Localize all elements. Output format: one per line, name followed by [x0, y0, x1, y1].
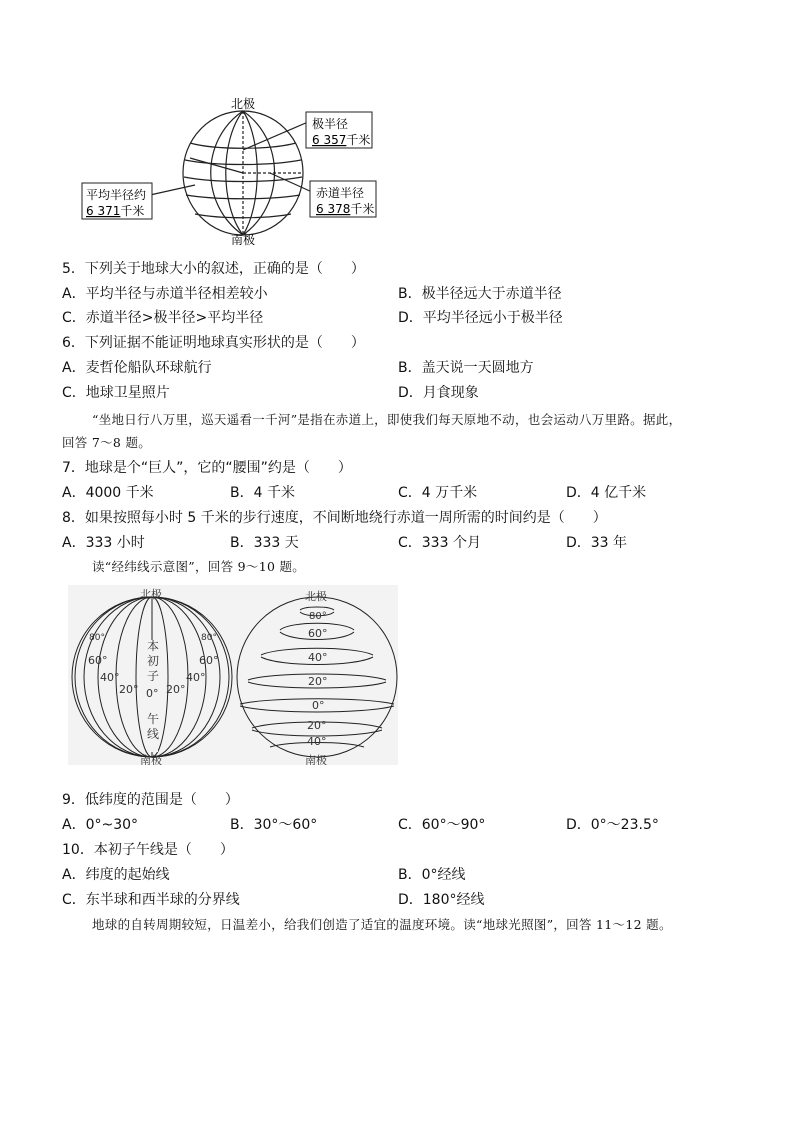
left-lon-label-20e: 20° — [166, 683, 186, 696]
q6-option-b[interactable]: B．盖天说一天圆地方 — [398, 360, 534, 376]
north-pole-label: 北极 — [231, 97, 256, 111]
left-lon-label-0: 0° — [146, 687, 159, 700]
q8-option-d[interactable]: D．33 年 — [566, 535, 628, 551]
q6-option-c[interactable]: C．地球卫星照片 — [62, 385, 170, 401]
passage-3: 地球的自转周期较短，日温差小，给我们创造了适宜的温度环境。读“地球光照图”，回答 11～12 题。 — [92, 917, 672, 932]
mean-radius-value: 6 371 — [86, 204, 121, 218]
right-lat-label-40s: 40° — [307, 735, 327, 748]
left-lon-label-20w: 20° — [119, 683, 139, 696]
q7-option-c[interactable]: C．4 万千米 — [398, 485, 478, 501]
earth-size-figure — [80, 95, 380, 247]
right-lat-label-20s: 20° — [307, 719, 327, 732]
polar-radius-value: 6 357 — [312, 133, 347, 147]
q7-option-d[interactable]: D．4 亿千米 — [566, 485, 647, 501]
svg-text:6 357千米 — [312, 132, 370, 147]
meridian-char-2: 初 — [147, 654, 160, 668]
passage-2: 读“经纬线示意图”，回答 9～10 题。 — [92, 559, 306, 574]
q9-stem: 9．低纬度的范围是（ ） — [62, 792, 239, 808]
right-south-pole-label: 南极 — [305, 754, 327, 765]
q7-option-a[interactable]: A．4000 千米 — [62, 485, 154, 501]
left-lon-label-80w: 80° — [89, 633, 105, 643]
equatorial-radius-label: 赤道半径 — [316, 186, 365, 200]
q9-option-c[interactable]: C．60°～90° — [398, 817, 486, 833]
polar-radius-label: 极半径 — [312, 117, 349, 131]
q5-stem: 5．下列关于地球大小的叙述，正确的是（ ） — [62, 261, 365, 277]
left-lon-label-80e: 80° — [201, 633, 217, 643]
left-lon-label-60w: 60° — [88, 654, 108, 667]
q8-option-c[interactable]: C．333 个月 — [398, 535, 481, 551]
q7-stem: 7．地球是个“巨人”，它的“腰围”约是（ ） — [62, 460, 352, 476]
left-north-pole-label: 北极 — [140, 588, 162, 601]
meridian-char-5: 线 — [147, 727, 160, 741]
right-lat-label-20n: 20° — [308, 675, 328, 688]
q9-option-b[interactable]: B．30°～60° — [230, 817, 318, 833]
q10-option-c[interactable]: C．东半球和西半球的分界线 — [62, 892, 240, 908]
q6-option-a[interactable]: A．麦哲伦船队环球航行 — [62, 360, 212, 376]
mean-radius-unit: 千米 — [120, 204, 145, 218]
q5-option-b[interactable]: B．极半径远大于赤道半径 — [398, 286, 562, 302]
q9-option-a[interactable]: A．0°~30° — [62, 817, 139, 833]
left-lon-label-60e: 60° — [199, 654, 219, 667]
right-lat-label-40n: 40° — [308, 651, 328, 664]
q9-option-d[interactable]: D．0°～23.5° — [566, 817, 659, 833]
q5-option-d[interactable]: D．平均半径远小于极半径 — [398, 310, 563, 326]
right-lat-label-0: 0° — [312, 699, 325, 712]
q8-option-b[interactable]: B．333 天 — [230, 535, 299, 551]
q8-option-a[interactable]: A．333 小时 — [62, 535, 145, 551]
passage-1-line-1: “坐地日行八万里，巡天遥看一千河”是指在赤道上，即使我们每天原地不动，也会运动八万里路。据此， — [92, 412, 682, 427]
meridian-char-3: 子 — [147, 669, 160, 683]
meridian-char-4: 午 — [147, 712, 160, 726]
q6-stem: 6．下列证据不能证明地球真实形状的是（ ） — [62, 335, 365, 351]
q10-stem: 10．本初子午线是（ ） — [62, 842, 234, 858]
polar-radius-unit: 千米 — [346, 133, 371, 147]
right-lat-label-60n: 60° — [308, 627, 328, 640]
q10-option-d[interactable]: D．180°经线 — [398, 892, 485, 908]
equatorial-radius-unit: 千米 — [350, 202, 375, 216]
q8-stem: 8．如果按照每小时 5 千米的步行速度，不间断地绕行赤道一周所需的时间约是（ ） — [62, 510, 607, 526]
right-lat-label-80n: 80° — [309, 611, 327, 622]
q5-option-a[interactable]: A．平均半径与赤道半径相差较小 — [62, 286, 268, 302]
svg-text:6 371千米 — [86, 203, 144, 218]
q10-option-a[interactable]: A．纬度的起始线 — [62, 867, 170, 883]
q6-option-d[interactable]: D．月食现象 — [398, 385, 479, 401]
left-south-pole-label: 南极 — [140, 754, 162, 765]
lat-long-figure — [68, 585, 398, 765]
right-north-pole-label: 北极 — [305, 590, 327, 603]
meridian-char-1: 本 — [147, 639, 160, 653]
mean-radius-label: 平均半径约 — [86, 188, 147, 202]
svg-text:6 378千米 — [316, 201, 374, 216]
left-lon-label-40e: 40° — [186, 671, 206, 684]
equatorial-radius-value: 6 378 — [316, 202, 351, 216]
south-pole-label: 南极 — [231, 233, 256, 247]
left-lon-label-40w: 40° — [100, 671, 120, 684]
q7-option-b[interactable]: B．4 千米 — [230, 485, 295, 501]
q5-option-c[interactable]: C．赤道半径>极半径>平均半径 — [62, 310, 264, 326]
q10-option-b[interactable]: B．0°经线 — [398, 867, 466, 883]
passage-1-line-2: 回答 7～8 题。 — [62, 435, 152, 450]
